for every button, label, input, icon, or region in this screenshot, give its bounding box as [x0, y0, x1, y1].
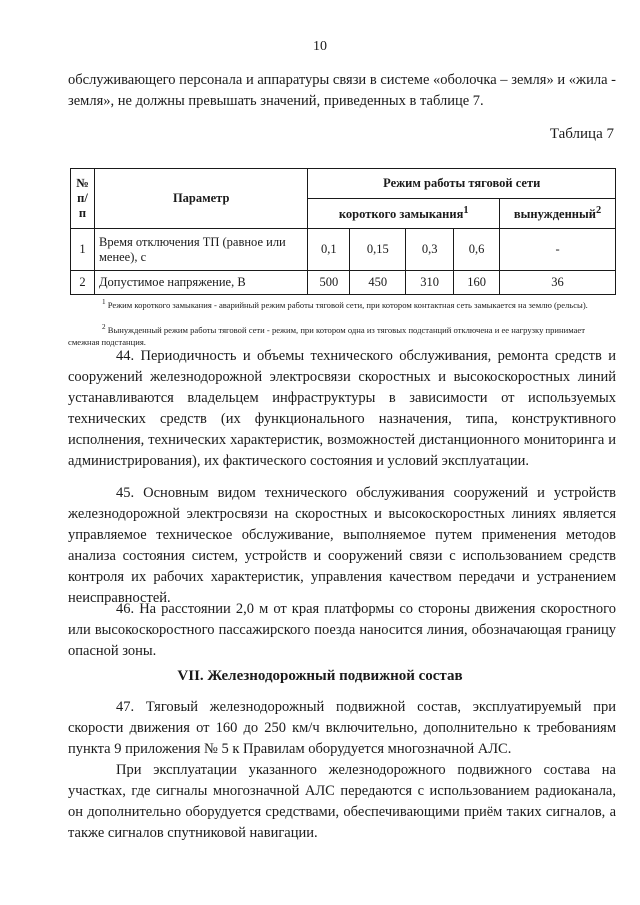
row-value: 500 [308, 271, 350, 295]
paragraph-44: 44. Периодичность и объемы технического обслуживания, ремонта средств и сооружений железнодорожной электросвязи скоростных и высокоскоростных линий устанавливаются владельцем инфраструктуры в зависимости от используемых технических средств (их функционального назначения, типа, конструктивного исполнения, технических характеристик, возможностей дистанционного мониторинга и администрирования), их фактического состояния и условий эксплуатации. [68, 348, 616, 469]
page-number: 10 [313, 39, 327, 54]
header-forced [500, 199, 616, 229]
row-number: 2 [71, 271, 95, 295]
footnote-ref-2: 2 [595, 204, 602, 216]
row-value: 0,3 [406, 229, 454, 271]
footnote-1 [68, 296, 616, 311]
row-parameter: Время отключения ТП (равное или менее), с [94, 229, 307, 271]
row-parameter: Допустимое напряжение, В [94, 271, 307, 295]
footnote-ref-1: 1 [463, 204, 469, 216]
row-value: 0,6 [454, 229, 500, 271]
section-heading: VII. Железнодорожный подвижной состав [177, 668, 463, 684]
header-short-circuit-label: короткого замыкания [338, 207, 464, 222]
row-forced-value: - [500, 229, 616, 271]
footnote-1-text: Режим короткого замыкания - аварийный режим работы тяговой сети, при котором контактная сеть замыкается на землю (рельсы). [107, 299, 588, 310]
paragraph-47-continued: При эксплуатации указанного железнодорожного подвижного состава на участках, где сигналы многозначной АЛС передаются с использованием радиоканала, он дополнительно оборудуется средствами, обеспечивающими приём таких сигналов, а также сигналов спутниковой навигации. [68, 762, 616, 841]
header-mode: Режим работы тяговой сети [308, 169, 616, 199]
header-short-circuit [308, 199, 500, 229]
paragraph-46: 46. На расстоянии 2,0 м от края платформы со стороны движения скоростного или высокоскоростного пассажирского поезда наносится линия, обозначающая границу опасной зоны. [68, 601, 616, 659]
row-forced-value: 36 [500, 271, 616, 295]
row-value: 0,15 [350, 229, 406, 271]
table-row [71, 271, 616, 295]
row-value: 310 [406, 271, 454, 295]
footnote-2 [68, 321, 616, 348]
header-number: № п/п [71, 169, 95, 229]
table-label: Таблица 7 [549, 126, 614, 142]
table-row [71, 229, 616, 271]
footnote-1-mark: 1 [102, 298, 106, 306]
table-7 [70, 168, 616, 295]
row-number: 1 [71, 229, 95, 271]
row-value: 0,1 [308, 229, 350, 271]
intro-paragraph: обслуживающего персонала и аппаратуры связи в системе «оболочка – земля» и «жила - земля», не должны превышать значений, приведенных в таблице 7. [68, 72, 616, 109]
paragraph-45: 45. Основным видом технического обслуживания сооружений и устройств железнодорожной электросвязи на скоростных и высокоскоростных линиях является управляемое техническое обслуживание, выполняемое путем применения методов анализа состояния систем, устройств и сооружений связи с использованием средств контроля их рабочих характеристик, управления качеством передачи и устранением неисправностей. [68, 485, 616, 606]
row-value: 450 [350, 271, 406, 295]
header-forced-label: вынужденный [513, 207, 596, 222]
paragraph-47: 47. Тяговый железнодорожный подвижной состав, эксплуатируемый при скорости движения от 160 до 250 км/ч включительно, дополнительно к требованиям пункта 9 приложения № 5 к Правилам оборудуется многозначной АЛС. [68, 699, 616, 757]
footnote-2-text: Вынужденный режим работы тяговой сети - режим, при котором одна из тяговых подстанций отключена и ее нагрузку принимает смежная подстанция. [68, 324, 585, 347]
footnote-2-mark: 2 [102, 323, 106, 331]
row-value: 160 [454, 271, 500, 295]
header-parameter: Параметр [94, 169, 307, 229]
